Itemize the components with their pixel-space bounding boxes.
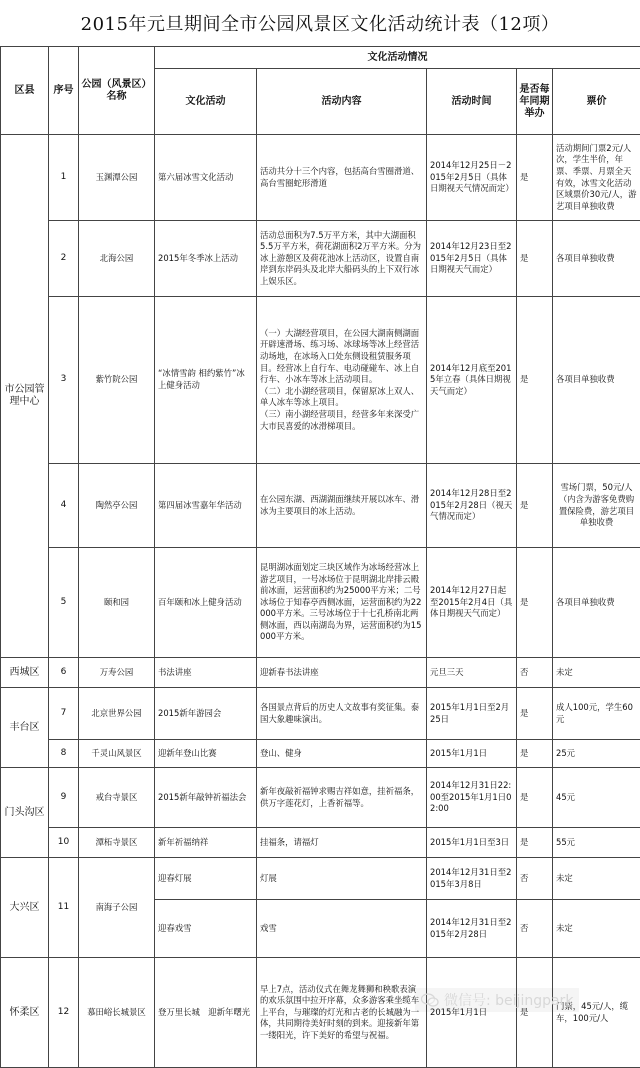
content-cell: 挂福条，请福灯 <box>257 828 427 858</box>
table-row <box>1 858 640 900</box>
activity-cell: 百年颐和冰上健身活动 <box>155 548 257 658</box>
time-cell: 2015年1月1日至2月25日 <box>427 688 517 740</box>
header-ticket: 票价 <box>553 69 640 135</box>
park-cell: 北京世界公园 <box>79 688 155 740</box>
activity-cell: 迎春戏雪 <box>155 900 257 958</box>
time-cell: 2014年12月25日－2015年2月5日（具体日期视天气情况而定） <box>427 135 517 221</box>
annual-cell: 是 <box>517 828 553 858</box>
header-park: 公园（风景区）名称 <box>79 47 155 135</box>
annual-cell: 是 <box>517 548 553 658</box>
annual-cell: 是 <box>517 688 553 740</box>
table-row <box>1 658 640 688</box>
time-cell: 2014年12月31日22:00至2015年1月1日02:00 <box>427 768 517 828</box>
header-seq: 序号 <box>49 47 79 135</box>
district-cell: 怀柔区 <box>1 958 49 1068</box>
seq-cell: 12 <box>49 958 79 1068</box>
content-cell: 登山、健身 <box>257 740 427 768</box>
content-cell: 活动总面积为7.5万平方米，其中大湖面积5.5万平方米，荷花湖面积2万平方米。分为冰上游憩区及荷花池冰上活动区，设置自南岸到东岸码头及北岸大船码头的上下双行冰上娱乐区。 <box>257 221 427 297</box>
activity-cell: 登万里长城 迎新年曙光 <box>155 958 257 1068</box>
activity-cell: “冰情雪韵 相约紫竹”冰上健身活动 <box>155 297 257 464</box>
seq-cell: 6 <box>49 658 79 688</box>
activity-cell: 2015新年敲钟祈福法会 <box>155 768 257 828</box>
ticket-cell: 各项目单独收费 <box>553 221 640 297</box>
activity-cell: 迎新年登山比赛 <box>155 740 257 768</box>
annual-cell: 是 <box>517 958 553 1068</box>
activity-cell: 新年祈福纳祥 <box>155 828 257 858</box>
activity-cell: 2015新年游园会 <box>155 688 257 740</box>
table-row <box>1 548 640 658</box>
time-cell: 元旦三天 <box>427 658 517 688</box>
content-cell: 昆明湖冰面划定三块区域作为冰场经营冰上游艺项目，一号冰场位于昆明湖北岸排云殿前冰面，运营面积约为25000平方米；二号冰场位于知春亭西侧冰面，运营面积约为22000平方米。三号冰场位于十七孔桥南北两侧冰面，西以南湖岛为界，运营面积约为15000平方米。 <box>257 548 427 658</box>
header-activity: 文化活动 <box>155 69 257 135</box>
park-cell: 北海公园 <box>79 221 155 297</box>
annual-cell: 否 <box>517 900 553 958</box>
wechat-watermark <box>415 988 579 1012</box>
header-district: 区县 <box>1 47 49 135</box>
seq-cell: 5 <box>49 548 79 658</box>
activity-cell: 第六届冰雪文化活动 <box>155 135 257 221</box>
header-content: 活动内容 <box>257 69 427 135</box>
table-row <box>1 221 640 297</box>
content-cell: 各国景点背后的历史人文故事有奖征集。泰国大象趣味演出。 <box>257 688 427 740</box>
time-cell: 2015年1月1日至3日 <box>427 828 517 858</box>
seq-cell: 4 <box>49 464 79 548</box>
seq-cell: 10 <box>49 828 79 858</box>
ticket-cell: 雪场门票，50元/人（内含为游客免费购置保险费，游艺项目单独收费 <box>553 464 640 548</box>
header-time: 活动时间 <box>427 69 517 135</box>
annual-cell: 是 <box>517 297 553 464</box>
park-cell: 陶然亭公园 <box>79 464 155 548</box>
time-cell: 2014年12月底至2015年立春（具体日期视天气而定） <box>427 297 517 464</box>
activity-cell: 书法讲座 <box>155 658 257 688</box>
ticket-cell: 55元 <box>553 828 640 858</box>
park-cell: 万寿公园 <box>79 658 155 688</box>
time-cell: 2015年1月1日 <box>427 740 517 768</box>
annual-cell: 否 <box>517 658 553 688</box>
activity-cell: 2015年冬季冰上活动 <box>155 221 257 297</box>
time-cell: 2014年12月28日至2015年2月28日（视天气情况而定） <box>427 464 517 548</box>
header-group: 文化活动情况 <box>155 47 640 69</box>
time-cell: 2014年12月23日至2015年2月5日（具体日期视天气而定） <box>427 221 517 297</box>
time-cell: 2014年12月31日至2015年2月28日 <box>427 900 517 958</box>
annual-cell: 是 <box>517 464 553 548</box>
seq-cell: 11 <box>49 858 79 958</box>
table-row <box>1 297 640 464</box>
ticket-cell: 各项目单独收费 <box>553 548 640 658</box>
content-cell: 新年夜敲祈福钟求赐吉祥如意，挂祈福条，供万字莲花灯，上香祈福等。 <box>257 768 427 828</box>
watermark-text: 微信号: beijingpark <box>444 990 573 1010</box>
content-cell: 戏雪 <box>257 900 427 958</box>
table-row <box>1 958 640 1068</box>
park-cell: 千灵山风景区 <box>79 740 155 768</box>
content-cell: 灯展 <box>257 858 427 900</box>
time-cell: 2014年12月31日至2015年3月8日 <box>427 858 517 900</box>
annual-cell: 是 <box>517 221 553 297</box>
header-annual: 是否每年同期举办 <box>517 69 553 135</box>
time-cell: 2015年1月1日 <box>427 958 517 1068</box>
page-title: 2015年元旦期间全市公园风景区文化活动统计表（12项） <box>0 0 640 46</box>
content-cell: 在公园东湖、西湖湖面继续开展以冰车、滑冰为主要项目的冰上活动。 <box>257 464 427 548</box>
park-cell: 南海子公园 <box>79 858 155 958</box>
table-row <box>1 135 640 221</box>
wechat-icon <box>421 993 439 1007</box>
park-cell: 戒台寺景区 <box>79 768 155 828</box>
content-cell: 迎新春书法讲座 <box>257 658 427 688</box>
table-row <box>1 464 640 548</box>
ticket-cell: 各项目单独收费 <box>553 297 640 464</box>
table-row <box>1 688 640 740</box>
ticket-cell: 未定 <box>553 900 640 958</box>
district-cell: 大兴区 <box>1 858 49 958</box>
content-cell: （一）大湖经营项目，在公园大湖南侧湖面开辟速滑场、练习场、冰球场等冰上经营活动场地，在冰场入口处东侧设租赁服务项目。经营冰上自行车、电动碰碰车、冰上自行车、小冰车等冰上活动项目。 （二）北小湖经营项目，保留原冰上双人、单人冰车等冰上项目。 （三）南小湖经营项目，经营多年来深受广大市民喜爱的冰滑梯项目。 <box>257 297 427 464</box>
activity-cell: 第四届冰雪嘉年华活动 <box>155 464 257 548</box>
park-cell: 紫竹院公园 <box>79 297 155 464</box>
ticket-cell: 活动期间门票2元/人次，学生半价，年票、季票、月票全天有效，冰雪文化活动区域票价30元/人，游艺项目单独收费 <box>553 135 640 221</box>
district-cell: 西城区 <box>1 658 49 688</box>
ticket-cell: 45元 <box>553 768 640 828</box>
annual-cell: 是 <box>517 740 553 768</box>
ticket-cell: 未定 <box>553 858 640 900</box>
district-cell: 丰台区 <box>1 688 49 768</box>
activity-cell: 迎春灯展 <box>155 858 257 900</box>
activities-table <box>0 46 640 1068</box>
seq-cell: 9 <box>49 768 79 828</box>
annual-cell: 是 <box>517 768 553 828</box>
annual-cell: 是 <box>517 135 553 221</box>
ticket-cell: 25元 <box>553 740 640 768</box>
ticket-cell: 门票，45元/人，缆车，100元/人 <box>553 958 640 1068</box>
content-cell: 早上7点，活动仪式在舞龙舞狮和秧歌表演的欢乐氛围中拉开序幕，众多游客乘坐缆车上平台，与璀璨的灯光和古老的长城融为一体，共同期待美好时刻的到来。迎接新年第一缕阳光，许下美好的希望与祝福。 <box>257 958 427 1068</box>
content-cell: 活动共分十三个内容，包括高台雪圈滑道、高台雪圈蛇形滑道 <box>257 135 427 221</box>
seq-cell: 1 <box>49 135 79 221</box>
ticket-cell: 成人100元，学生60元 <box>553 688 640 740</box>
seq-cell: 8 <box>49 740 79 768</box>
annual-cell: 否 <box>517 858 553 900</box>
table-row <box>1 740 640 768</box>
district-cell: 市公园管理中心 <box>1 135 49 658</box>
park-cell: 颐和园 <box>79 548 155 658</box>
park-cell: 玉渊潭公园 <box>79 135 155 221</box>
time-cell: 2014年12月27日起至2015年2月4日（具体日期视天气而定） <box>427 548 517 658</box>
district-cell: 门头沟区 <box>1 768 49 858</box>
seq-cell: 3 <box>49 297 79 464</box>
seq-cell: 2 <box>49 221 79 297</box>
park-cell: 慕田峪长城景区 <box>79 958 155 1068</box>
park-cell: 潭柘寺景区 <box>79 828 155 858</box>
ticket-cell: 未定 <box>553 658 640 688</box>
seq-cell: 7 <box>49 688 79 740</box>
table-row <box>1 768 640 828</box>
table-row <box>1 828 640 858</box>
